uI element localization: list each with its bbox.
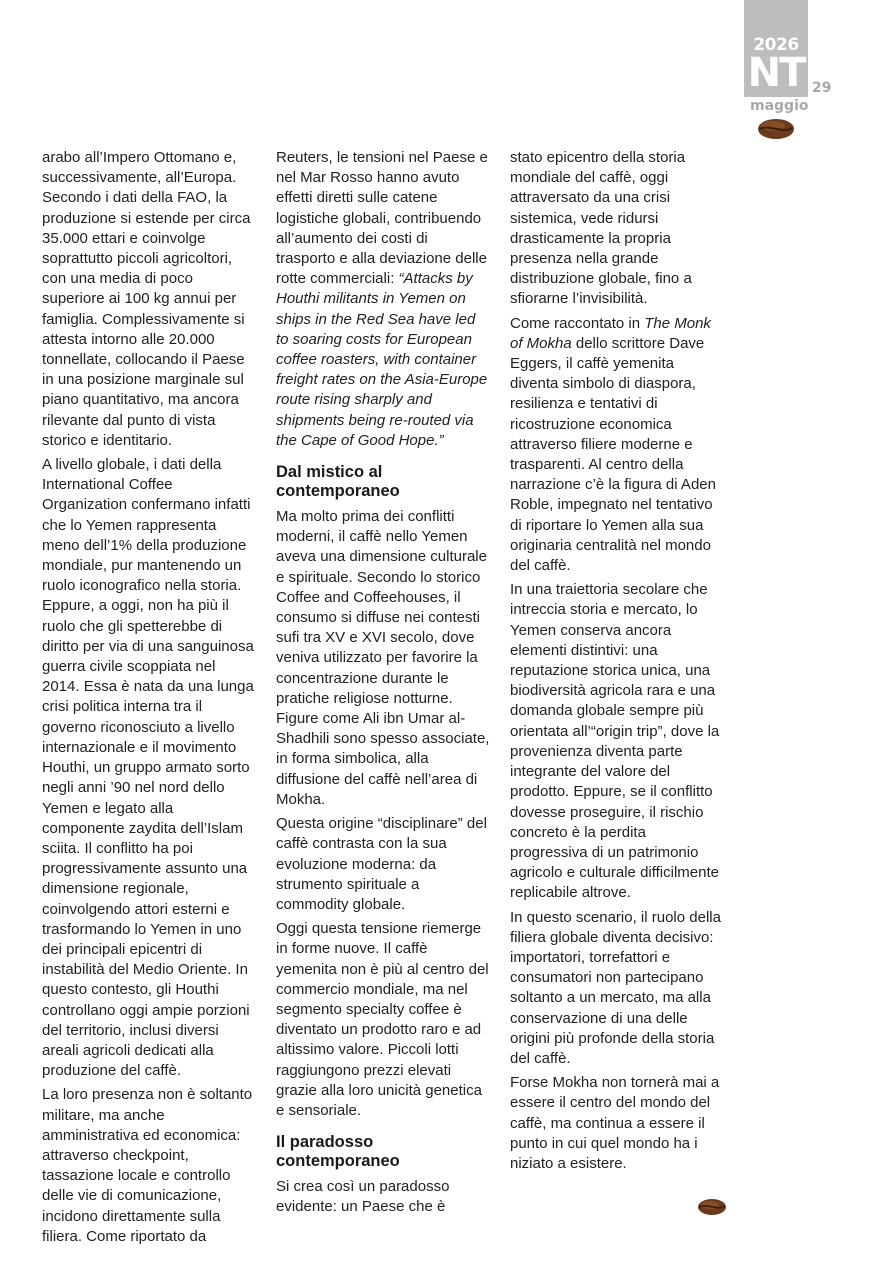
paragraph: Oggi questa tensione riemerge in forme nuove. Il caffè yemenita non è più al centro del commercio mondiale, ma nel segmento specialty coffee è diventato un prodotto raro e ad altissimo valore. Piccoli lotti raggiungono prezzi elevati grazie alla loro unicità genetica e sensoriale. bbox=[276, 920, 489, 1119]
paragraph-text: Come raccontato in bbox=[510, 314, 645, 332]
paragraph: In questo scenario, il ruolo della filiera globale diventa decisivo: importatori, torrefattori e consumatori non partecipano soltanto a un mercato, ma alla conservazione di una delle origini più profonde della storia del caffè. bbox=[510, 908, 721, 1067]
article-column-1 bbox=[42, 148, 254, 1251]
paragraph: Ma molto prima dei conflitti moderni, il caffè nello Yemen aveva una dimensione culturale e spirituale. Secondo lo storico Coffee and Coffeehouses, il consumo si diffuse nei contesti sufi tra XV e XVI secolo, dove veniva utilizzato per favorire la concentrazione durante le pratiche religiose notturne. Figure come Ali ibn Umar al-Shadhili sono spesso associate, in forma simbolica, alla diffusione del caffè nell’area di Mokha. bbox=[276, 508, 490, 808]
paragraph: Forse Mokha non tornerà mai a essere il centro del mondo del caffè, ma continua a essere il punto in cui quel mondo ha i niziato a esistere. bbox=[510, 1074, 720, 1172]
paragraph-text: Reuters, le tensioni nel Paese e nel Mar Rosso hanno avuto effetti diretti sulle catene logistiche globali, contribuendo all’aumento dei costi di trasporto e alla deviazione delle rotte commerciali: bbox=[276, 149, 488, 288]
paragraph: A livello globale, i dati della International Coffee Organization confermano infatti che lo Yemen rappresenta meno dell’1% della produzione mondiale, pur mantenendo un ruolo iconografico nella storia. Eppure, a oggi, non ha più il ruolo che gli spetterebbe di diritto per via di una sanguinosa guerra civile scoppiata nel 2014. Essa è nata da una lunga crisi politica interna tra il governo riconosciuto a livello internazionale e il movimento Houthi, un gruppo armato sorto negli anni ’90 nel nord dello Yemen e legato alla componente zaydita dell’Islam sciita. Il conflitto ha poi progressivamente assunto una dimensione regionale, coinvolgendo attori esterni e trasformando lo Yemen in uno dei principali epicentri di instabilità del Medio Oriente. In questo contesto, gli Houthi controllano oggi ampie porzioni del territorio, inclusi diversi areali agricoli dedicati alla produzione del caffè. bbox=[42, 456, 254, 1080]
quote: “Attacks by Houthi militants in Yemen on ships in the Red Sea have led to soaring costs for European coffee roasters, with container freight rates on the Asia-Europe route rising sharply and shipments being re-routed via the Cape of Good Hope.” bbox=[276, 270, 488, 449]
paragraph: arabo all’Impero Ottomano e, successivamente, all’Europa. Secondo i dati della FAO, la produzione si estende per circa 35.000 ettari e coinvolge soprattutto piccoli agricoltori, con una media di poco superiore ai 100 kg annui per famiglia. Complessivamente si attesta intorno alle 20.000 tonnellate, collocando il Paese in una posizione marginale sul piano quantitativo, ma ancora rilevante dal punto di vista storico e identitario. bbox=[42, 149, 251, 449]
paragraph: La loro presenza non è soltanto militare, ma anche amministrativa ed economica: attraverso checkpoint, tassazione locale e controllo delle vie di comunicazione, incidono direttamente sulla filiera. Come riportato da bbox=[42, 1086, 253, 1245]
section-heading: Il paradosso contemporaneo bbox=[276, 1133, 400, 1171]
paragraph bbox=[510, 314, 724, 577]
book-title: The Monk of Mokha bbox=[510, 314, 711, 352]
magazine-logo: NT bbox=[747, 50, 805, 96]
paragraph: Si crea così un paradosso evidente: un Paese che è bbox=[276, 1178, 450, 1216]
coffee-bean-icon bbox=[756, 115, 796, 141]
issue-year: 2026 bbox=[753, 35, 799, 55]
paragraph: In una traiettoria secolare che intreccia storia e mercato, lo Yemen conserva ancora elementi distintivi: una reputazione storica unica, una biodiversità agricola rara e una domanda globale sempre più orientata all’“origin trip”, dove la provenienza diventa parte integrante del valore del prodotto. Eppure, se il conflitto dovesse proseguire, il rischio concreto è la perdita progressiva di un patrimonio agricolo e culturale difficilmente replicabile altrove. bbox=[510, 581, 720, 902]
page-number: 29 bbox=[812, 80, 832, 96]
article-column-3 bbox=[510, 148, 724, 1178]
paragraph bbox=[276, 148, 490, 451]
article-column-2 bbox=[276, 148, 490, 1222]
paragraph-text: dello scrittore Dave Eggers, il caffè yemenita diventa simbolo di diaspora, resilienza e tentativi di ricostruzione economica attraverso filiere moderne e trasparenti. Al centro della narrazione c’è la figura di Aden Roble, impegnato nel tentativo di riportare lo Yemen alla sua originaria centralità nel mondo del caffè. bbox=[510, 334, 716, 575]
issue-month: maggio bbox=[750, 98, 809, 114]
paragraph: stato epicentro della storia mondiale del caffè, oggi attraversato da una crisi sistemica, vede ridursi drasticamente la propria presenza nella grande distribuzione globale, fino a sfiorarne l’invisibilità. bbox=[510, 149, 692, 308]
paragraph: Questa origine “disciplinare” del caffè contrasta con la sua evoluzione moderna: da strumento spirituale a commodity globale. bbox=[276, 815, 487, 913]
coffee-bean-icon bbox=[696, 1196, 728, 1218]
section-heading: Dal mistico al contemporaneo bbox=[276, 463, 400, 501]
